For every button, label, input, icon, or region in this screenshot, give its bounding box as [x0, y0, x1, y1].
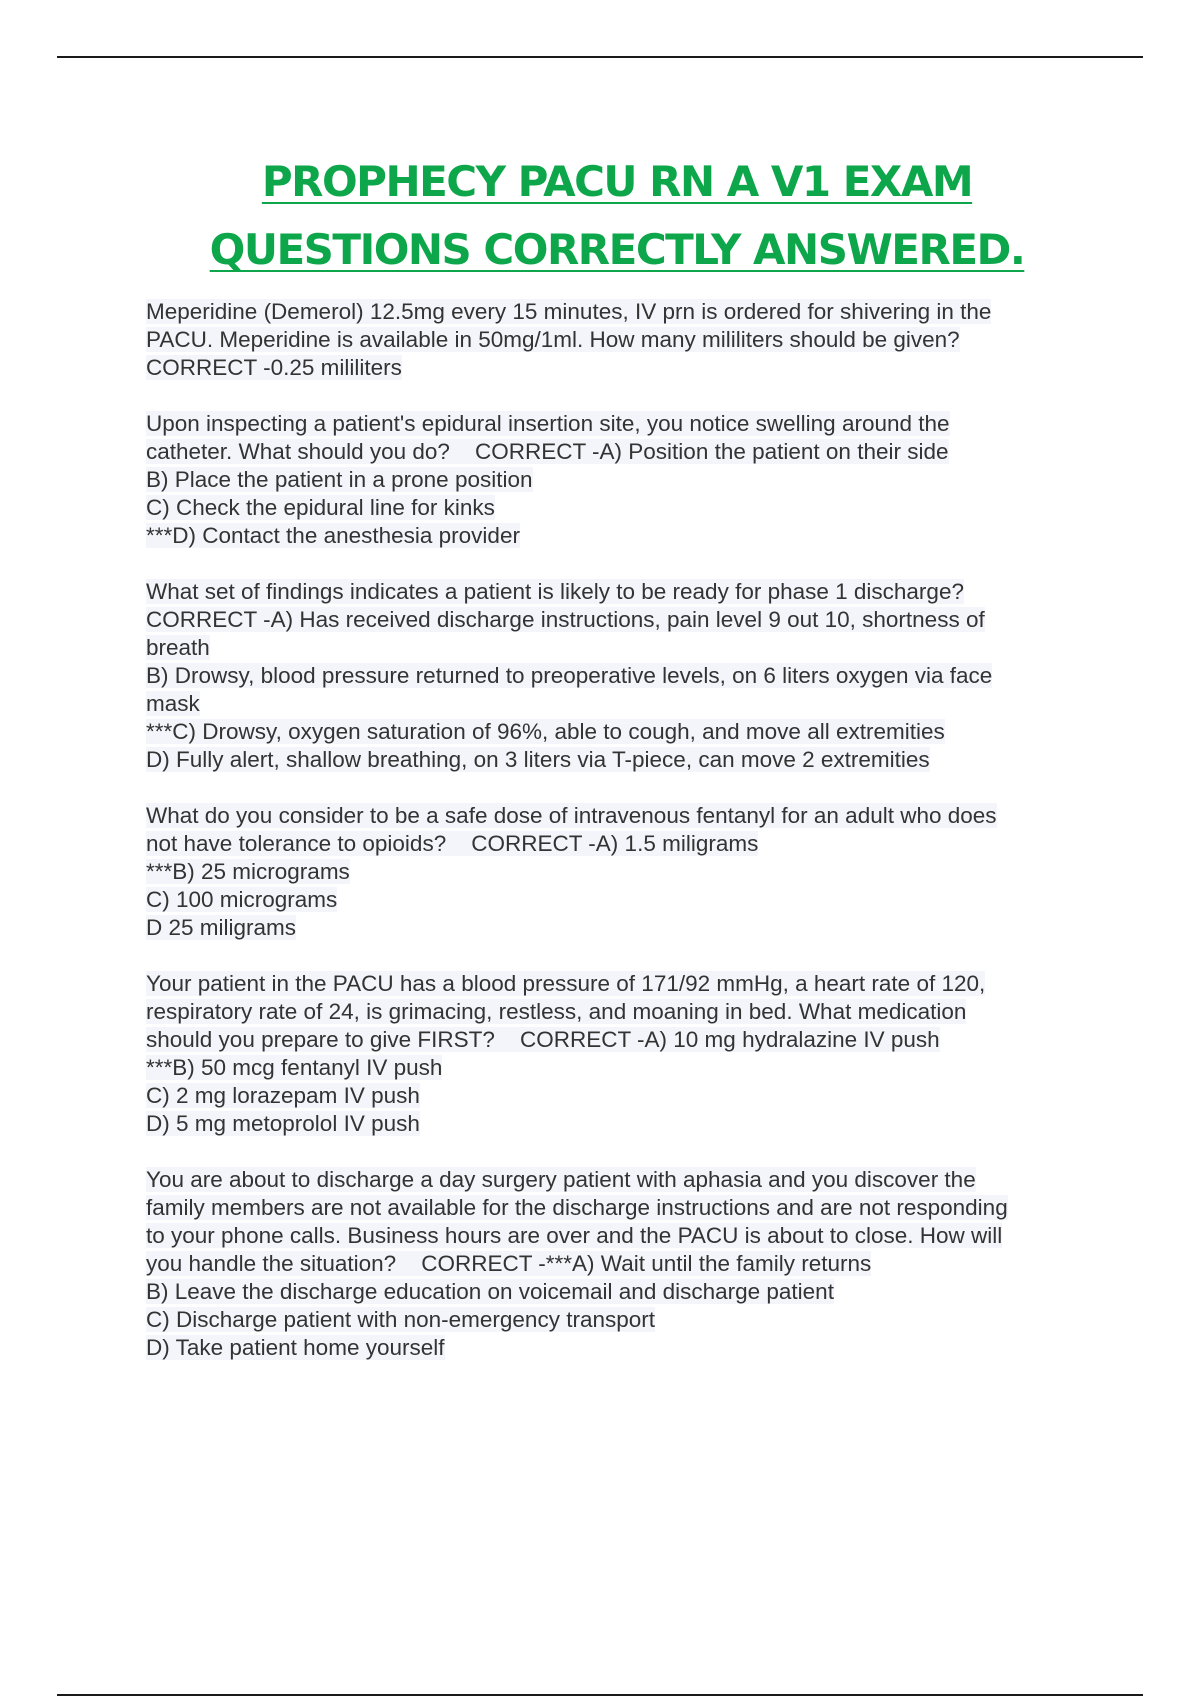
- question-line-row: [146, 746, 1086, 774]
- question-line-row: [146, 578, 1086, 606]
- question-line: family members are not available for the discharge instructions and are not responding: [146, 1195, 1008, 1220]
- question-line-row: [146, 1334, 1086, 1362]
- question-line: ***B) 50 mcg fentanyl IV push: [146, 1055, 443, 1080]
- question-line-row: [146, 830, 1086, 858]
- question-line-row: [146, 998, 1086, 1026]
- question-line: C) Check the epidural line for kinks: [146, 495, 495, 520]
- question-line-row: [146, 886, 1086, 914]
- question-line-row: [146, 354, 1086, 382]
- question-line: What set of findings indicates a patient is likely to be ready for phase 1 discharge?: [146, 579, 964, 604]
- question-line-row: [146, 466, 1086, 494]
- question-line: ***D) Contact the anesthesia provider: [146, 523, 520, 548]
- question-block: [146, 802, 1086, 942]
- top-rule: [57, 56, 1143, 58]
- question-line: ***B) 25 micrograms: [146, 859, 350, 884]
- question-line-row: [146, 298, 1086, 326]
- question-block: [146, 1166, 1086, 1362]
- question-line-row: [146, 438, 1086, 466]
- question-line: should you prepare to give FIRST? CORRECT -A) 10 mg hydralazine IV push: [146, 1027, 940, 1052]
- question-line-row: [146, 634, 1086, 662]
- question-line: ***C) Drowsy, oxygen saturation of 96%, able to cough, and move all extremities: [146, 719, 945, 744]
- question-line: You are about to discharge a day surgery patient with aphasia and you discover the: [146, 1167, 976, 1192]
- question-line-row: [146, 494, 1086, 522]
- question-line-row: [146, 606, 1086, 634]
- question-line-row: [146, 1222, 1086, 1250]
- question-line: D) 5 mg metoprolol IV push: [146, 1111, 420, 1136]
- question-line: respiratory rate of 24, is grimacing, restless, and moaning in bed. What medication: [146, 999, 967, 1024]
- question-line-row: [146, 858, 1086, 886]
- question-line: Your patient in the PACU has a blood pressure of 171/92 mmHg, a heart rate of 120,: [146, 971, 986, 996]
- question-block: [146, 578, 1086, 774]
- question-line-row: [146, 1250, 1086, 1278]
- question-line: you handle the situation? CORRECT -***A) Wait until the family returns: [146, 1251, 872, 1276]
- question-line: C) 2 mg lorazepam IV push: [146, 1083, 420, 1108]
- question-line-row: [146, 410, 1086, 438]
- document-title: [0, 148, 1200, 284]
- question-line-row: [146, 914, 1086, 942]
- question-line: CORRECT -0.25 mililiters: [146, 355, 402, 380]
- question-line: B) Place the patient in a prone position: [146, 467, 533, 492]
- question-list: [146, 298, 1086, 1390]
- question-line: PACU. Meperidine is available in 50mg/1ml. How many mililiters should be given?: [146, 327, 960, 352]
- question-line: catheter. What should you do? CORRECT -A) Position the patient on their side: [146, 439, 949, 464]
- question-line-row: [146, 1194, 1086, 1222]
- question-line: breath: [146, 635, 210, 660]
- question-block: [146, 410, 1086, 550]
- question-line-row: [146, 326, 1086, 354]
- question-block: [146, 970, 1086, 1138]
- question-line: C) Discharge patient with non-emergency transport: [146, 1307, 655, 1332]
- question-line-row: [146, 802, 1086, 830]
- question-line-row: [146, 662, 1086, 690]
- question-line: mask: [146, 691, 200, 716]
- question-line: D 25 miligrams: [146, 915, 297, 940]
- question-line: D) Take patient home yourself: [146, 1335, 445, 1360]
- question-line: D) Fully alert, shallow breathing, on 3 liters via T-piece, can move 2 extremities: [146, 747, 930, 772]
- question-line-row: [146, 690, 1086, 718]
- question-line-row: [146, 1166, 1086, 1194]
- question-line: CORRECT -A) Has received discharge instructions, pain level 9 out 10, shortness of: [146, 607, 985, 632]
- question-line: Upon inspecting a patient's epidural insertion site, you notice swelling around the: [146, 411, 950, 436]
- question-line: not have tolerance to opioids? CORRECT -A) 1.5 miligrams: [146, 831, 759, 856]
- question-line-row: [146, 1026, 1086, 1054]
- question-line-row: [146, 1278, 1086, 1306]
- question-line: to your phone calls. Business hours are over and the PACU is about to close. How will: [146, 1223, 1003, 1248]
- question-block: [146, 298, 1086, 382]
- question-line: What do you consider to be a safe dose of intravenous fentanyl for an adult who does: [146, 803, 997, 828]
- question-line-row: [146, 970, 1086, 998]
- title-line-2: QUESTIONS CORRECTLY ANSWERED.: [209, 225, 1025, 274]
- bottom-rule: [57, 1694, 1143, 1696]
- title-line-1: PROPHECY PACU RN A V1 EXAM: [261, 157, 973, 206]
- question-line-row: [146, 1082, 1086, 1110]
- question-line: B) Leave the discharge education on voicemail and discharge patient: [146, 1279, 834, 1304]
- question-line-row: [146, 1110, 1086, 1138]
- question-line: B) Drowsy, blood pressure returned to preoperative levels, on 6 liters oxygen via face: [146, 663, 993, 688]
- question-line-row: [146, 1054, 1086, 1082]
- question-line-row: [146, 522, 1086, 550]
- question-line-row: [146, 718, 1086, 746]
- question-line: C) 100 micrograms: [146, 887, 338, 912]
- question-line: Meperidine (Demerol) 12.5mg every 15 minutes, IV prn is ordered for shivering in the: [146, 299, 992, 324]
- question-line-row: [146, 1306, 1086, 1334]
